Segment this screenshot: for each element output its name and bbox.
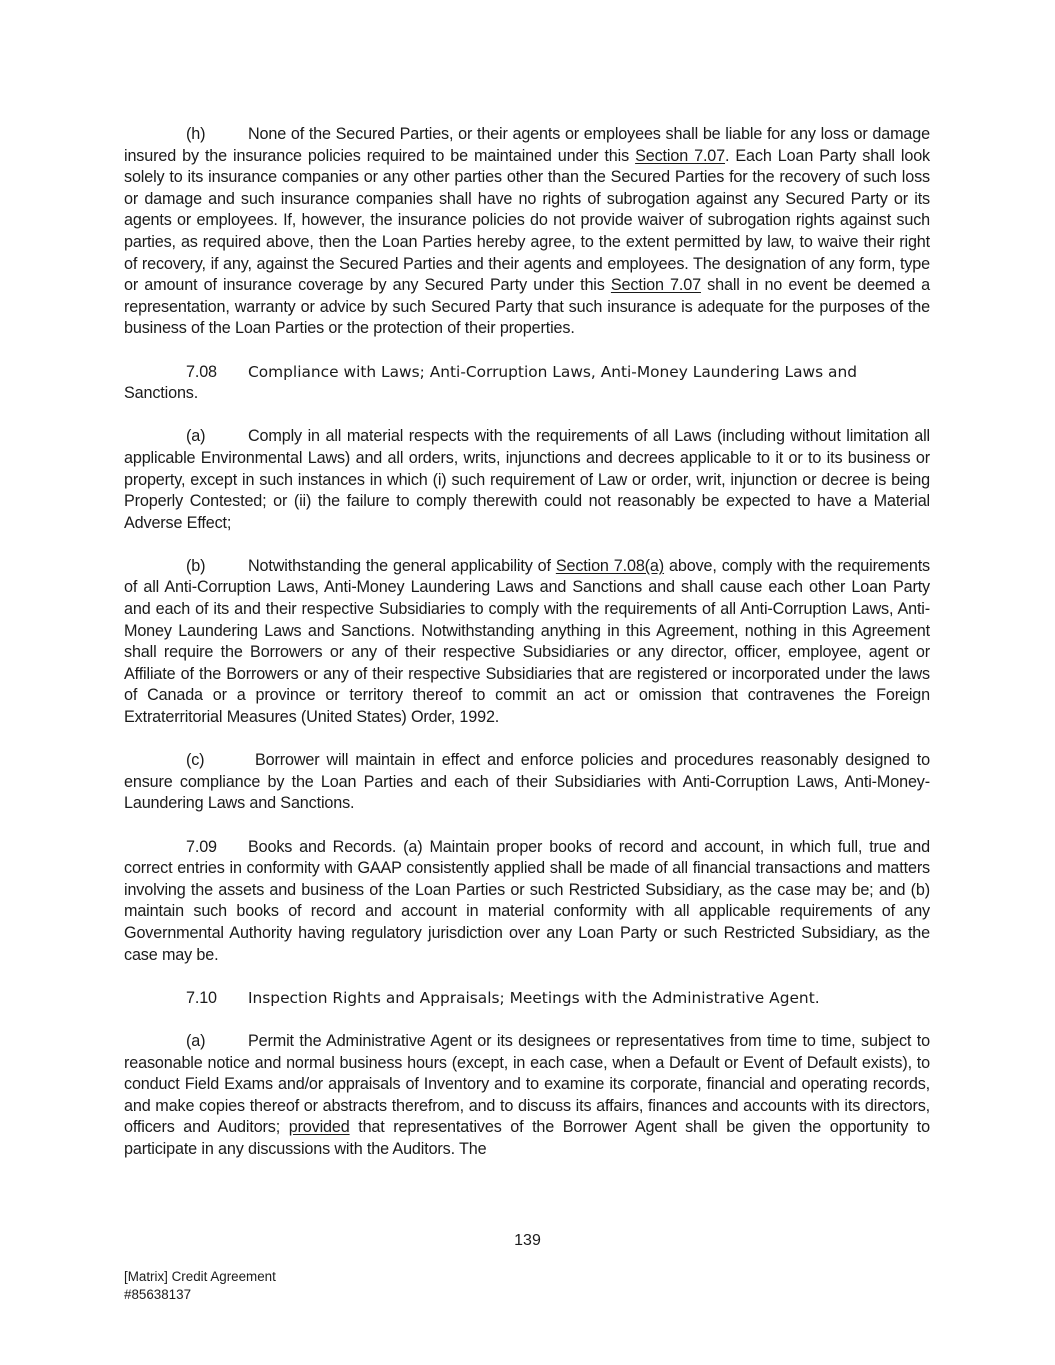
paragraph-text: shall in no event be deemed a representation, warranty or advice by such Secured Party that such insurance is adequate for the purposes of the business of the Loan Parties or the protection of their properties. — [124, 276, 930, 338]
paragraph-marker: (c) — [186, 751, 205, 770]
paragraph-text: None of the Secured Parties, or their agents or employees shall be liable for any loss or damage insured by the insurance policies required to be maintained under this — [124, 125, 930, 165]
paragraph-text: Comply in all material respects with the requirements of all Laws (including without limitation all applicable Environmental Laws) and all orders, writs, injunctions and decrees applicable to it or to its business or property, except in such instances in which (i) such requirement of Law or order, writ, injunction or decree is being Properly Contested; or (ii) the failure to comply therewith could not reasonably be expected to have a Material Adverse Effect; — [124, 427, 930, 532]
footer-document-title: [Matrix] Credit Agreement — [124, 1269, 276, 1284]
paragraph-text: above, comply with the requirements of all Anti-Corruption Laws, Anti-Money Laundering Laws and Sanctions and shall cause each other Loan Party and each of its and their respective Subsidiaries to comply with the requirements of all Anti-Corruption Laws, Anti-Money Laundering Laws and Sanctions. Notwithstanding anything in this Agreement, nothing in this Agreement shall require the Borrowers or any of their respective Subsidiaries or any director, officer, employee, agent or Affiliate of the Borrowers or any of their respective Subsidiaries that are registered or incorporated under the laws of Canada or a province or territory thereof to commit an act or omission that contravenes the Foreign Extraterritorial Measures (United States) Order, 1992. — [124, 556, 930, 727]
paragraph-7-08-a — [124, 426, 930, 534]
paragraph-text: . Each Loan Party shall look solely to its insurance companies or any other parties other than the Secured Parties for the recovery of such loss or damage and such insurance companies shall have no rights of subrogation against any Secured Party or its agents or employees. If, however, the insurance policies do not provide waiver of subrogation rights against such parties, as required above, then the Loan Parties hereby agree, to the extent permitted by law, to waive their right of recovery, if any, against the Secured Parties and their agents and employees. The designation of any form, type or amount of insurance coverage by any Secured Party under this — [124, 146, 930, 295]
paragraph-marker: (a) — [186, 1031, 206, 1050]
paragraph-7-08-b — [124, 556, 930, 729]
document-body — [124, 124, 930, 1182]
section-number: 7.09 — [186, 837, 217, 856]
paragraph-text: Notwithstanding the general applicability of — [248, 556, 556, 575]
paragraph-7-08-c — [124, 750, 930, 815]
paragraph-marker: (h) — [186, 125, 206, 143]
section-number: 7.10 — [186, 988, 217, 1007]
footer-document-id: #85638137 — [124, 1286, 192, 1302]
section-7-08-heading — [124, 362, 930, 405]
paragraph-text: (a) Maintain proper books of record and account, in which full, true and correct entries in conformity with GAAP consistently applied shall be made of all financial transactions and matters involving the assets and business of the Loan Parties or such Restricted Subsidiary, as the case may be; and (b) maintain such books of record and account in material conformity with all applicable requirements of any Governmental Authority having regulatory jurisdiction over any Loan Party or such Restricted Subsidiary, as the case may be. — [124, 837, 930, 964]
section-title: Inspection Rights and Appraisals; Meetings with the Administrative Agent. — [248, 988, 820, 1007]
section-reference: Section 7.07 — [610, 276, 701, 295]
section-7-10-heading — [124, 988, 930, 1010]
section-title: Compliance with Laws; Anti-Corruption Laws, Anti-Money Laundering Laws and — [248, 362, 858, 381]
section-reference: Section 7.08(a) — [555, 556, 665, 575]
paragraph-marker: (b) — [186, 556, 206, 575]
document-footer — [124, 1268, 276, 1303]
section-reference: Section 7.07 — [635, 146, 726, 165]
paragraph-7-10-a — [124, 1031, 930, 1161]
section-title: Books and Records. — [248, 837, 397, 856]
paragraph-text: that representatives of the Borrower Agent shall be given the opportunity to participate in any discussions with the Auditors. The — [124, 1118, 930, 1158]
paragraph-7-07-h — [124, 124, 930, 340]
paragraph-marker: (a) — [186, 427, 206, 446]
paragraph-text: Permit the Administrative Agent or its designees or representatives from time to time, subject to reasonable notice and normal business hours (except, in each case, when a Default or Event of Default exists), to conduct Field Exams and/or appraisals of Inventory and to examine its corporate, financial and operating records, and make copies thereof or abstracts therefrom, and to discuss its affairs, finances and accounts with its directors, officers and Auditors; — [124, 1031, 930, 1137]
page-number: 139 — [514, 1232, 541, 1249]
section-7-09 — [124, 837, 930, 967]
section-number: 7.08 — [186, 362, 217, 381]
proviso-term: provided — [288, 1118, 350, 1137]
section-title-continuation: Sanctions. — [124, 384, 199, 403]
paragraph-text: Borrower will maintain in effect and enforce policies and procedures reasonably designed to ensure compliance by the Loan Parties and each of their Subsidiaries with Anti-Corruption Laws, Anti-Money-Laundering Laws and Sanctions. — [124, 751, 930, 813]
